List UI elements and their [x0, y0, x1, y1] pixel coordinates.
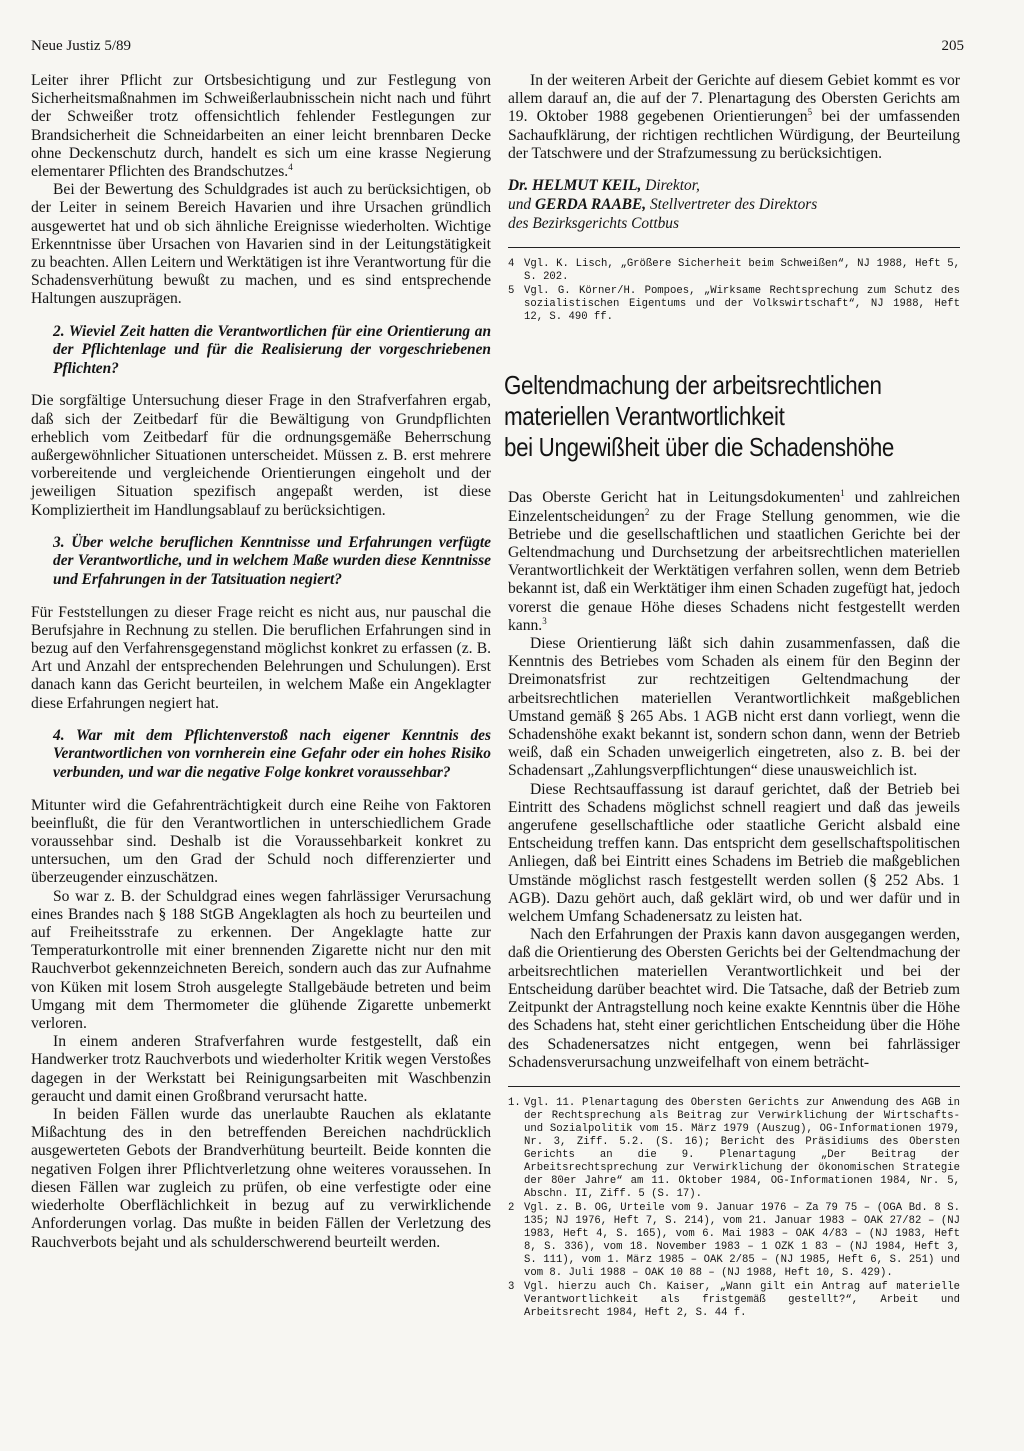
footnotes-top — [508, 258, 960, 324]
paragraph: Leiter ihrer Pflicht zur Ortsbesichtigung und zur Festlegung von Sicherheitsmaßnahmen im Schweißerlaubnisschein nicht nach und führt der Schweißer trotz offensichtlich fehlender Festlegungen zur Brandsicherheit die Schneidarbeiten an einer leicht brennbaren Decke ohne Deckenschutz durch, handelt es sich um eine krasse Negierung elementarer Pflichten des Brandschutzes.$^4$ — [31, 72, 491, 181]
footnote-item: 3 Vgl. hierzu auch Ch. Kaiser, „Wann gilt ein Antrag auf materielle Verantwortlichkeit als fristgemäß gestellt?“, Arbeit und Arbeitsrecht 1984, Heft 2, S. 44 f. — [508, 1280, 960, 1319]
paragraph: In der weiteren Arbeit der Gerichte auf diesem Gebiet kommt es vor allem darauf an, die auf der 7. Plenartagung des Obersten Gerichts am 19. Oktober 1988 gegebenen Orientierungen$^5$ bei der umfassenden Sachaufklärung, der richtigen rechtlichen Würdigung, der Beurteilung der Tatschwere und der Strafzumessung zu berücksichtigen. — [508, 72, 960, 162]
footnote-item: 4 Vgl. K. Lisch, „Größere Sicherheit beim Schweißen“, NJ 1988, Heft 5, S. 202. — [508, 258, 960, 284]
paragraph: Diese Orientierung läßt sich dahin zusammenfassen, daß die Kenntnis des Betriebes vom Schaden als einem für den Beginn der Dreimonatsfrist zur rechtzeitigen Geltendmachung der arbeitsrechtlichen materiellen Verantwortlichkeit maßgeblichen Umstand gemäß § 265 Abs. 1 AGB nicht erst dann vorliegt, wenn die Schadenshöhe exakt bekannt ist, sondern schon dann, wenn der Betrieb weiß, daß ein Schaden unweigerlich eingetreten, also z. B. bei der Schadensart „Zahlungsverpflichtungen“ diese unausweichlich ist. — [508, 635, 960, 780]
journal-header: Neue Justiz 5/89 — [31, 38, 131, 54]
paragraph: So war z. B. der Schuldgrad eines wegen fahrlässiger Verursachung eines Brandes nach § 188 StGB Angeklagten als hoch zu beurteilen und auf Freiheitsstrafe zu erkennen. Der Angeklagte hatte zur Temperaturkontrolle mit einer brennenden Zigarette nicht nur den mit Rauchverbot gekennzeichneten Bereich, sondern auch das zur Aufnahme von Küken mit losem Stroh ausgelegte Stallgebäude betreten und beim Umgang mit dem Thermometer die glühende Zigarette unbemerkt verloren. — [31, 887, 491, 1033]
paragraph: Bei der Bewertung des Schuldgrades ist auch zu berücksichtigen, ob der Leiter in seinem Bereich Havarien und ihre Ursachen gründlich ausgewertet hat und ob sich ähnliche Ereignisse wiederholten. Wichtige Erkenntnisse über Ursachen von Havarien sind in der Leitungstätigkeit zu beachten. Allen Leitern und Werktätigen ist ihre Verantwortung für die Schadensverhütung bewußt zu machen, und es sind entsprechende Haltungen auszuprägen. — [31, 181, 491, 308]
footnote-item: 2 Vgl. z. B. OG, Urteile vom 9. Januar 1976 – Za 79 75 – (OGA Bd. 8 S. 135; NJ 1976, Heft 7, S. 214), vom 21. Januar 1983 – OAK 27/82 – (NJ 1983, Heft 4, S. 165), vom 6. Mai 1983 – OAK 4/83 – (NJ 1983, Heft 8, S. 336), vom 18. November 1983 – 1 OZK 1 83 – (NJ 1984, Heft 3, S. 111), vom 1. März 1985 – OAK 2/85 – (NJ 1985, Heft 6, S. 251) und vom 8. Juli 1988 – OAK 10 88 – (NJ 1988, Heft 10, S. 429). — [508, 1201, 960, 1279]
page-number: 205 — [941, 38, 964, 54]
author-block: Dr. HELMUT KEIL, Direktor, und GERDA RAABE, Stellvertreter des Direktors des Bezirksgerichts Cottbus — [508, 177, 818, 232]
footnote-item: 5 Vgl. G. Körner/H. Pompoes, „Wirksame Rechtsprechung zum Schutz des sozialistischen Eigentums und der Volkswirtschaft“, NJ 1988, Heft 12, S. 490 ff. — [508, 285, 960, 324]
footnote-ref: 3 — [542, 615, 547, 626]
footnote-ref: 5 — [807, 107, 813, 118]
paragraph: Für Feststellungen zu dieser Frage reicht es nicht aus, nur pauschal die Berufsjahre in Rechnung zu stellen. Die beruflichen Erfahrungen sind in bezug auf den Verfahrensgegenstand möglichst konkret zu erfassen (z. B. Art und Anzahl der entsprechenden Belehrungen und Schulungen). Erst danach kann das Gericht beurteilen, in welchem Maße ein Angeklagter diese Erfahrungen negiert hat. — [31, 603, 491, 712]
question-heading: 3. Über welche beruflichen Kenntnisse und Erfahrungen verfügte der Verantwortliche, und in welchem Maße wurden diese Kenntnisse und Erfahrungen in der Tatsituation negiert? — [53, 533, 491, 589]
paragraph: Nach den Erfahrungen der Praxis kann davon ausgegangen werden, daß die Orientierung des Obersten Gerichts bei der Geltendmachung der arbeitsrechtlichen materiellen Verantwortlichkeit und bei der Entscheidung darüber beachtet wird. Die Tatsache, daß der Betrieb zum Zeitpunkt der Antragstellung noch keine exakte Kenntnis über die Höhe des Schadens hat, steht einer gerichtlichen Entscheidung über die Höhe des Schadenersatzes nicht entgegen, wenn bei fahrlässiger Schadensverursachung unzweifelhaft von einem beträcht- — [508, 926, 960, 1071]
paragraph: Diese Rechtsauffassung ist darauf gerichtet, daß der Betrieb bei Eintritt des Schadens möglichst schnell reagiert und daß das jeweils angerufene gesellschaftliche oder staatliche Gericht alsbald eine Entscheidung treffen kann. Das entspricht dem gesellschaftspolitischen Anliegen, daß bei Eintritt eines Schadens im Betrieb die maßgeblichen Umstände möglichst rasch festgestellt werden sollen (§ 252 Abs. 1 AGB). Dazu gehört auch, daß geklärt wird, ob und wer dafür und in welchem Umfang Schadenersatz zu leisten hat. — [508, 780, 960, 926]
question-heading: 2. Wieviel Zeit hatten die Verantwortlichen für eine Orientierung an der Pflichtenlage und für die Realisierung der vorgeschriebenen Pflichten? — [53, 322, 491, 377]
footnote-ref: 1 — [840, 488, 845, 499]
right-column — [504, 72, 960, 1321]
footnote-divider — [508, 1086, 960, 1087]
footnote-divider — [508, 247, 960, 248]
paragraph: Das Oberste Gericht hat in Leitungsdokumenten$^1$ und zahlreichen Einzelentscheidungen$^2$ zu der Frage Stellung genommen, wie die Betriebe und die gesellschaftlichen und staatlichen Gerichte bei der Geltendmachung und Durchsetzung der arbeitsrechtlichen materiellen Verantwortlichkeit der Werktätigen verfahren sollen, wenn dem Betrieb bekannt ist, daß ein Werktätiger ihm einen Schaden zugefügt hat, jedoch vorerst die genaue Höhe dieses Schadens nicht festgestellt werden kann.$^3$ — [508, 488, 960, 634]
footnote-ref: 4 — [288, 161, 293, 172]
footnote-item: 1. Vgl. 11. Plenartagung des Obersten Gerichts zur Anwendung des AGB in der Rechtsprechung als Beitrag zur Verwirklichung der Wirtschafts- und Sozialpolitik vom 15. März 1979 (Auszug), OG-Informationen 1979, Nr. 3, Ziff. 5.2. (S. 16); Bericht des Präsidiums des Obersten Gerichts an die 9. Plenartagung „Der Beitrag der Arbeitsrechtsprechung zur Verwirklichung der ökonomischen Strategie der 80er Jahre“ am 11. Oktober 1984, OG-Informationen 1984, Nr. 5, Abschn. II, Ziff. 5 (S. 17). — [508, 1096, 960, 1200]
article-title: Geltendmachung der arbeitsrechtlichen materiellen Verantwortlichkeit bei Ungewißheit über die Schadenshöhe — [504, 370, 895, 463]
left-column — [31, 72, 491, 1252]
paragraph: In beiden Fällen wurde das unerlaubte Rauchen als eklatante Mißachtung des in den betreffenden Bereichen nachdrücklich ausgewerteten Gebots der Brandverhütung beurteilt. Beide konnten die negativen Folgen ihrer Pflichtverletzung ohne weiteres voraussehen. In diesen Fällen war zugleich zu prüfen, ob eine verfestigte oder eine wiederholte Oberflächlichkeit in bezug auf zu verwirklichende Anforderungen vorlag. Das mußte in beiden Fällen der Verletzung des Rauchverbots bejaht und als schulderschwerend beurteilt werden. — [31, 1106, 491, 1251]
paragraph: In einem anderen Strafverfahren wurde festgestellt, daß ein Handwerker trotz Rauchverbots und wiederholter Kritik wegen Verstoßes dagegen in der Werkstatt bei Reinigungsarbeiten mit Waschbenzin geraucht und damit einen Großbrand verursacht hatte. — [31, 1033, 491, 1105]
author-name: GERDA RAABE, — [534, 195, 647, 213]
footnotes-bottom — [508, 1097, 960, 1320]
question-heading: 4. War mit dem Pflichtenverstoß nach eigener Kenntnis des Verantwortlichen von vornherein eine Gefahr oder ein hohes Risiko verbunden, und war die negative Folge konkret voraussehbar? — [53, 726, 491, 782]
paragraph: Mitunter wird die Gefahrenträchtigkeit durch eine Reihe von Faktoren beeinflußt, die für den Verantwortlichen in unterschiedlichem Grade voraussehbar sind. Deshalb ist die Voraussehbarkeit konkret zu untersuchen, um den Grad der Schuld noch differenzierter und überzeugender einzuschätzen. — [31, 796, 491, 887]
author-name: Dr. HELMUT KEIL, — [508, 177, 642, 195]
footnote-ref: 2 — [644, 506, 650, 517]
paragraph: Die sorgfältige Untersuchung dieser Frage in den Strafverfahren ergab, daß sich der Zeitbedarf für die Bewältigung von Grundpflichten erheblich vom Zeitbedarf für die ordnungsgemäße Beherrschung außergewöhnlicher Situationen unterscheidet. Müssen z. B. erst mehrere vorbereitende und vergleichende Orientierungen eingeholt und der jeweiligen Situation spezifisch angepaßt werden, ist diese Kompliziertheit im Handlungsablauf zu berücksichtigen. — [31, 392, 491, 519]
